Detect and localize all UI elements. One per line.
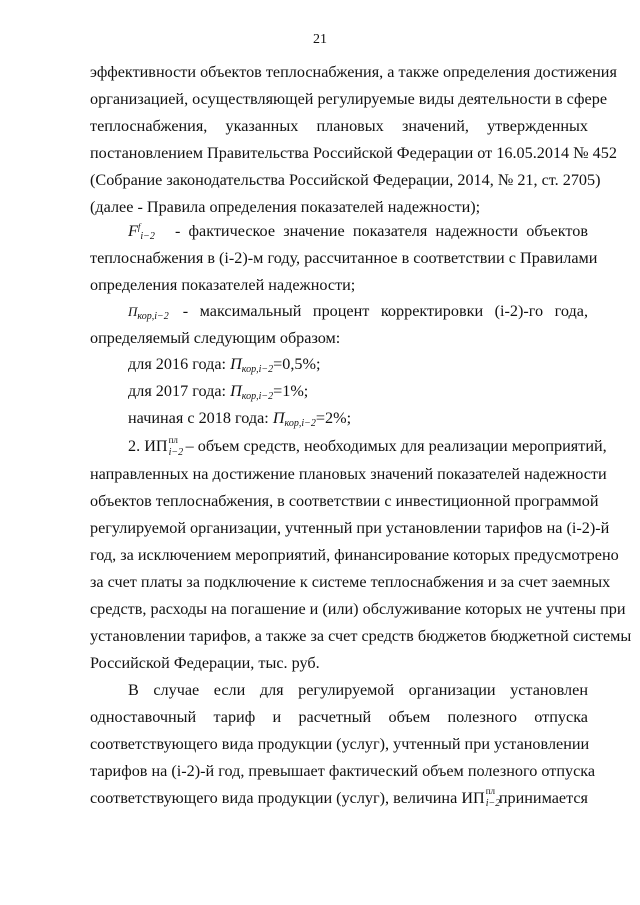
text-line: эффективности объектов теплоснабжения, а также определения достижения xyxy=(90,63,617,81)
formula-p-symbol: $П_{кор,i-2}$ xyxy=(128,304,169,322)
last-line: соответствующего вида продукции (услуг), величина ИП пл i−2 принимается xyxy=(90,786,588,809)
definition-line-f: $F^f_{i-2}$ - фактическое значение показателя надежности объектов xyxy=(128,222,588,242)
formula-f-symbol: $F^f_{i-2}$ xyxy=(128,222,155,242)
text-line: теплоснабжения, указанных плановых значений, утвержденных xyxy=(90,117,588,135)
text-line: В случае если для регулируемой организации установлен xyxy=(128,681,588,699)
formula-ip-symbol: 2. ИП пл i−2 xyxy=(128,435,184,458)
text-line: соответствующего вида продукции (услуг), учтенный при установлении xyxy=(90,735,590,753)
text-line: (Собрание законодательства Российской Федерации, 2014, № 21, ст. 2705) xyxy=(90,171,601,189)
text-line: средств, расходы на погашение и (или) обслуживание которых не учтены при xyxy=(90,600,626,618)
text-line: Российской Федерации, тыс. руб. xyxy=(90,654,320,672)
text-line: теплоснабжения в (i-2)-м году, рассчитанное в соответствии с Правилами xyxy=(90,249,598,267)
year-2016-line: для 2016 года: $П_{кор,i-2}=0,5\%$; xyxy=(128,355,321,375)
year-2018-line: начиная с 2018 года: $П_{кор,i-2}=2\%$; xyxy=(128,409,352,429)
text-line: определяемый следующим образом: xyxy=(90,329,341,347)
text-line: тарифов на (i-2)-й год, превышает фактический объем полезного отпуска xyxy=(90,762,596,780)
text-line: одноставочный тариф и расчетный объем полезного отпуска xyxy=(90,708,588,726)
item-2-line: 2. ИП пл i−2 – объем средств, необходимых для реализации мероприятий, xyxy=(128,435,607,458)
text-line: регулируемой организации, учтенный при установлении тарифов на (i-2)-й xyxy=(90,519,610,537)
text-line: за счет платы за подключение к системе теплоснабжения и за счет заемных xyxy=(90,573,611,591)
text-line: организацией, осуществляющей регулируемые виды деятельности в сфере xyxy=(90,90,608,108)
text-line: постановлением Правительства Российской Федерации от 16.05.2014 № 452 xyxy=(90,144,617,162)
text-line: определения показателей надежности; xyxy=(90,276,356,294)
text-line: год, за исключением мероприятий, финансирование которых предусмотрено xyxy=(90,546,619,564)
page-number: 21 xyxy=(313,32,327,47)
formula-ip-symbol-inline: пл i−2 xyxy=(485,786,501,809)
text-line: объектов теплоснабжения, в соответствии с инвестиционной программой xyxy=(90,492,599,510)
text-line: (далее - Правила определения показателей надежности); xyxy=(90,198,481,216)
text-line: установлении тарифов, а также за счет средств бюджетов бюджетной системы xyxy=(90,627,632,645)
definition-line-p: $П_{кор,i-2}$ - максимальный процент корректировки (i-2)-го года, xyxy=(128,302,588,322)
year-2017-line: для 2017 года: $П_{кор,i-2}=1\%$; xyxy=(128,382,309,402)
text-line: направленных на достижение плановых значений показателей надежности xyxy=(90,465,607,483)
